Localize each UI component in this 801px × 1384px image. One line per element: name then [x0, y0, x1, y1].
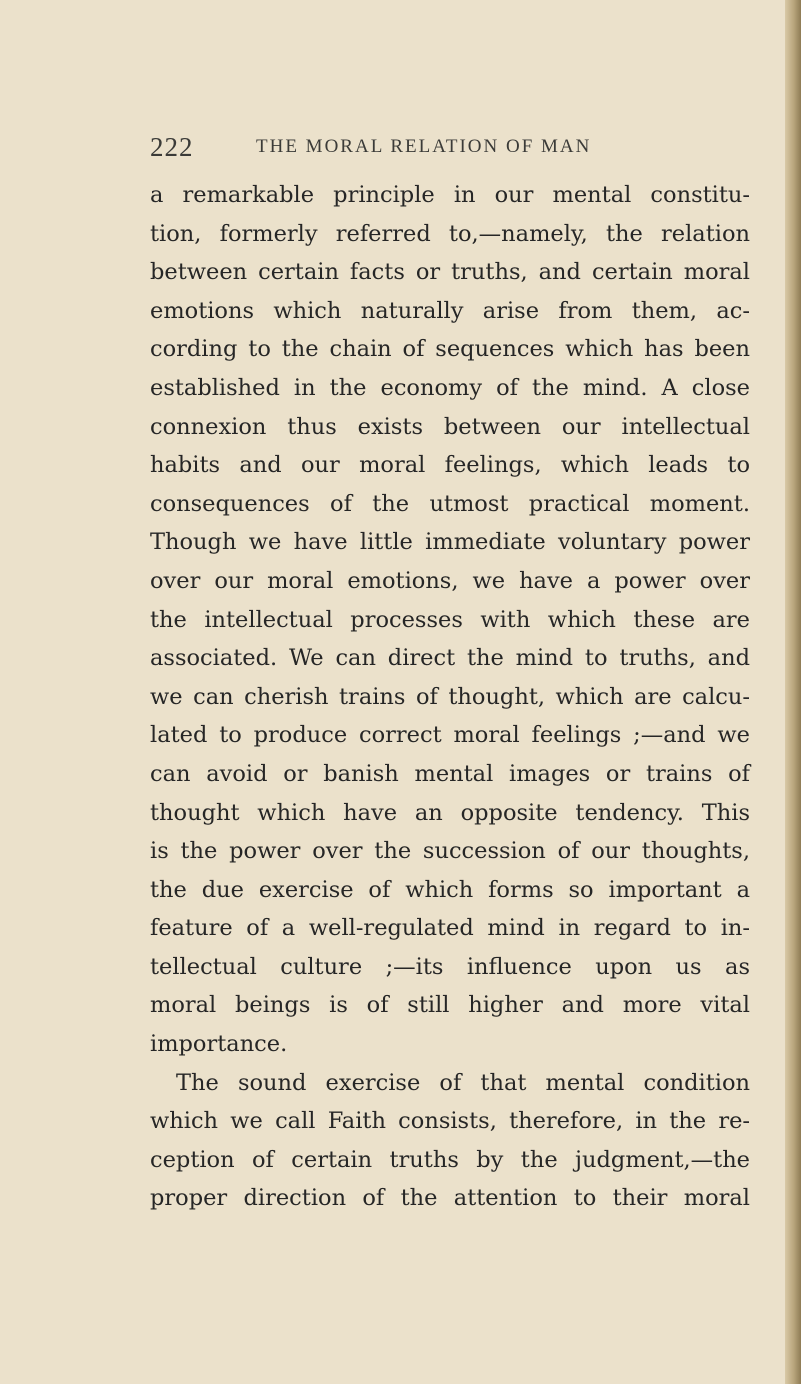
text-line: emotions which naturally arise from them, ac-	[150, 297, 750, 324]
text-line: tion, formerly referred to,—namely, the relation	[150, 220, 750, 247]
running-title: THE MORAL RELATION OF MAN	[256, 136, 592, 157]
text-line: proper direction of the attention to their moral	[150, 1185, 750, 1212]
page-edge-shadow	[785, 0, 801, 1384]
text-line: thought which have an opposite tendency. This	[150, 799, 750, 826]
text-line: over our moral emotions, we have a power over	[150, 567, 750, 594]
text-line: established in the economy of the mind. A close	[150, 374, 750, 401]
text-line: habits and our moral feelings, which leads to	[150, 452, 750, 479]
text-line: ception of certain truths by the judgment,—the	[150, 1146, 750, 1173]
text-line: which we call Faith consists, therefore, in the re-	[150, 1108, 750, 1135]
body-text	[150, 176, 750, 1218]
page-number: 222	[150, 132, 194, 162]
text-line: cording to the chain of sequences which has been	[150, 336, 750, 363]
text-line: between certain facts or truths, and certain moral	[150, 259, 750, 286]
text-line: connexion thus exists between our intellectual	[150, 413, 750, 440]
text-line: a remarkable principle in our mental constitu-	[150, 182, 750, 208]
text-line: the due exercise of which forms so important a	[150, 876, 750, 903]
text-line: we can cherish trains of thought, which are calcu-	[150, 683, 750, 710]
text-line: tellectual culture ;—its influence upon us as	[150, 953, 750, 980]
text-line: lated to produce correct moral feelings ;—and we	[150, 722, 750, 749]
text-line: consequences of the utmost practical moment.	[150, 490, 750, 517]
text-line: The sound exercise of that mental condition	[176, 1069, 750, 1096]
text-line: the intellectual processes with which these are	[150, 606, 750, 633]
text-line: associated. We can direct the mind to truths, and	[150, 645, 750, 672]
text-line: moral beings is of still higher and more vital	[150, 992, 750, 1019]
text-line: feature of a well-regulated mind in regard to in-	[150, 915, 750, 942]
text-line: importance.	[150, 1031, 288, 1058]
text-line: Though we have little immediate voluntary power	[150, 529, 750, 556]
text-line: is the power over the succession of our thoughts,	[150, 838, 750, 865]
text-line: can avoid or banish mental images or trains of	[150, 760, 750, 787]
